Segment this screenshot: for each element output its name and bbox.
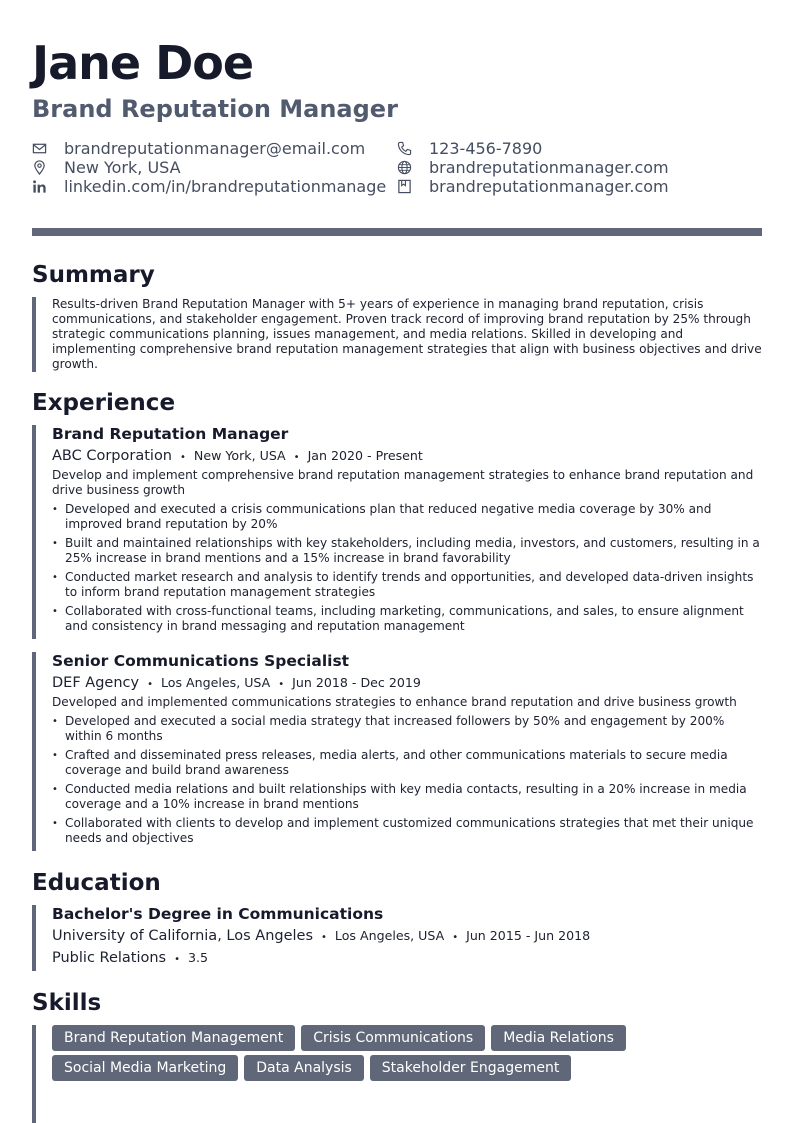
contact-email[interactable]: [32, 139, 382, 158]
summary-heading: Summary: [32, 262, 155, 288]
skill-chip: Brand Reputation Management: [52, 1025, 295, 1051]
skills-heading: Skills: [32, 990, 102, 1016]
linkedin-icon: [32, 179, 47, 194]
education-minor-line: Public Relations • 3.5: [52, 950, 209, 966]
bullet-item: • Developed and executed a crisis communications plan that reduced negative media coverage by 30% and improved brand reputation by 20%: [52, 502, 764, 532]
bullet-item: • Built and maintained relationships with key stakeholders, including media, investors, and customers, resulting in a 25% increase in brand mentions and a 15% increase in brand favorability: [52, 536, 764, 566]
education-degree: Bachelor's Degree in Communications: [52, 905, 384, 923]
mail-icon: [32, 141, 47, 156]
job-title: Brand Reputation Manager: [32, 95, 398, 123]
experience-entry: [52, 424, 764, 638]
education-meta: University of California, Los Angeles • Los Angeles, USA • Jun 2015 - Jun 2018: [52, 928, 591, 944]
experience-title: Senior Communications Specialist: [52, 652, 350, 670]
location-pin-icon: [32, 160, 47, 175]
contact-website[interactable]: [397, 158, 697, 177]
contact-portfolio-text: brandreputationmanager.com: [429, 177, 669, 196]
skill-chip: Stakeholder Engagement: [370, 1055, 572, 1081]
contact-phone-text: 123-456-7890: [429, 139, 543, 158]
contact-linkedin-text: linkedin.com/in/brandreputationmanage: [64, 177, 387, 196]
experience-meta: ABC Corporation • New York, USA • Jan 2020 - Present: [52, 448, 423, 464]
header-divider: [32, 228, 762, 236]
skills-accent-bar: [32, 1025, 36, 1123]
skill-chip: Media Relations: [491, 1025, 626, 1051]
bullet-item: • Conducted media relations and built relationships with key media contacts, resulting in a 20% increase in media coverage and a 10% increase in brand mentions: [52, 782, 764, 812]
experience-meta: DEF Agency • Los Angeles, USA • Jun 2018 - Dec 2019: [52, 675, 421, 691]
contact-portfolio[interactable]: [397, 177, 697, 196]
globe-icon: [397, 160, 412, 175]
education-heading: Education: [32, 870, 161, 896]
experience-bullets: [52, 502, 764, 634]
summary-text: Results-driven Brand Reputation Manager with 5+ years of experience in managing brand reputation, crisis communications, and stakeholder engagement. Proven track record of improving brand reputation by 25% through strategic communications planning, issues management, and media relations. Skilled in developing and implementing comprehensive brand reputation management strategies that align with business objectives and drive growth.: [52, 297, 762, 371]
contact-website-text: brandreputationmanager.com: [429, 158, 669, 177]
skill-chip: Crisis Communications: [301, 1025, 485, 1051]
experience-entry: [52, 651, 764, 850]
contact-location: [32, 158, 382, 177]
candidate-name: Jane Doe: [32, 36, 254, 90]
experience-bullets: [52, 714, 764, 846]
contact-linkedin[interactable]: [32, 177, 397, 196]
summary-accent-bar: [32, 297, 36, 372]
experience-location: New York, USA: [193, 448, 286, 463]
skills-list: [52, 1025, 762, 1085]
experience-company: ABC Corporation: [52, 448, 173, 464]
experience-company: DEF Agency: [52, 675, 140, 691]
bullet-item: • Collaborated with cross-functional teams, including marketing, communications, and sales, to ensure alignment and consistency in brand messaging and reputation management: [52, 604, 764, 634]
phone-icon: [397, 141, 412, 156]
experience-accent-bar-2: [32, 652, 36, 851]
bullet-item: • Conducted market research and analysis to identify trends and opportunities, and developed data-driven insights to inform brand reputation management strategies: [52, 570, 764, 600]
portfolio-icon: [397, 179, 412, 194]
experience-description: Develop and implement comprehensive brand reputation management strategies to enhance brand reputation and drive business growth: [52, 468, 754, 497]
experience-heading: Experience: [32, 390, 176, 416]
bullet-item: • Crafted and disseminated press releases, media alerts, and other communications materials to secure media coverage and build brand awareness: [52, 748, 764, 778]
education-minor: Public Relations: [52, 950, 167, 966]
experience-location: Los Angeles, USA: [160, 675, 271, 690]
experience-accent-bar-1: [32, 425, 36, 639]
contact-location-text: New York, USA: [64, 158, 181, 177]
skill-chip: Social Media Marketing: [52, 1055, 238, 1081]
experience-title: Brand Reputation Manager: [52, 425, 289, 443]
bullet-item: • Developed and executed a social media strategy that increased followers by 50% and engagement by 200% within 6 months: [52, 714, 764, 744]
contact-phone[interactable]: [397, 139, 697, 158]
education-dates: Jun 2015 - Jun 2018: [466, 928, 591, 943]
education-accent-bar: [32, 905, 36, 971]
experience-description: Developed and implemented communications strategies to enhance brand reputation and drive business growth: [52, 695, 737, 709]
contact-email-text: brandreputationmanager@email.com: [64, 139, 366, 158]
skill-chip: Data Analysis: [244, 1055, 364, 1081]
education-gpa: 3.5: [188, 950, 209, 965]
experience-dates: Jun 2018 - Dec 2019: [292, 675, 421, 690]
education-entry: [52, 904, 764, 970]
experience-dates: Jan 2020 - Present: [307, 448, 423, 463]
bullet-item: • Collaborated with clients to develop and implement customized communications strategies that met their unique needs and objectives: [52, 816, 764, 846]
education-school: University of California, Los Angeles: [52, 928, 314, 944]
education-location: Los Angeles, USA: [334, 928, 445, 943]
